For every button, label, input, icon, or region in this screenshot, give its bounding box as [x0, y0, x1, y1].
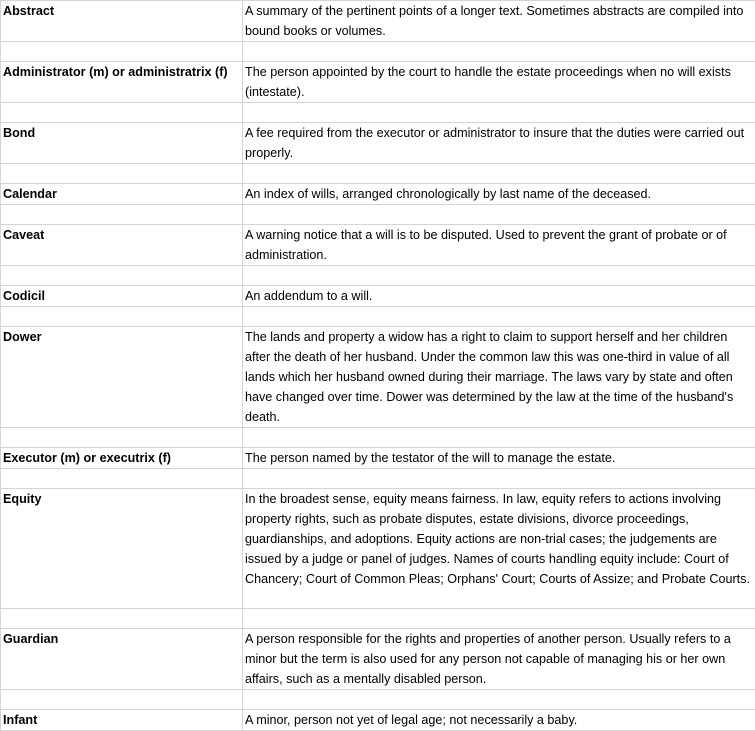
spacer-row	[1, 469, 755, 489]
term-cell: Calendar	[1, 184, 243, 205]
definition-cell: An index of wills, arranged chronologically by last name of the deceased.	[243, 184, 755, 205]
table-row	[1, 327, 755, 428]
table-row	[1, 184, 755, 205]
table-row	[1, 123, 755, 164]
table-row	[1, 448, 755, 469]
term-cell: Executor (m) or executrix (f)	[1, 448, 243, 469]
term-cell: Bond	[1, 123, 243, 164]
definition-cell: The lands and property a widow has a right to claim to support herself and her children after the death of her husband. Under the common law this was one-third in value of all lands which her husband owned during their marriage. The laws vary by state and often have changed over time. Dower was determined by the law at the time of the husband's death.	[243, 327, 755, 428]
spacer-row	[1, 42, 755, 62]
spacer-row	[1, 307, 755, 327]
spacer-row	[1, 428, 755, 448]
spacer-row	[1, 205, 755, 225]
spacer-row	[1, 266, 755, 286]
definition-cell: An addendum to a will.	[243, 286, 755, 307]
term-cell: Equity	[1, 489, 243, 609]
term-cell: Guardian	[1, 629, 243, 690]
table-row	[1, 62, 755, 103]
definition-cell: A fee required from the executor or administrator to insure that the duties were carried out properly.	[243, 123, 755, 164]
term-cell: Abstract	[1, 1, 243, 42]
term-cell: Infant	[1, 710, 243, 731]
spacer-row	[1, 103, 755, 123]
term-cell: Codicil	[1, 286, 243, 307]
term-cell: Administrator (m) or administratrix (f)	[1, 62, 243, 103]
table-row	[1, 710, 755, 731]
term-cell: Caveat	[1, 225, 243, 266]
table-row	[1, 629, 755, 690]
spacer-row	[1, 609, 755, 629]
definition-cell: The person named by the testator of the will to manage the estate.	[243, 448, 755, 469]
definition-cell: The person appointed by the court to handle the estate proceedings when no will exists (intestate).	[243, 62, 755, 103]
definition-cell: A summary of the pertinent points of a longer text. Sometimes abstracts are compiled into bound books or volumes.	[243, 1, 755, 42]
spacer-row	[1, 164, 755, 184]
table-row	[1, 1, 755, 42]
definition-cell: A person responsible for the rights and properties of another person. Usually refers to a minor but the term is also used for any person not capable of managing his or her own affairs, such as a mentally disabled person.	[243, 629, 755, 690]
term-cell: Dower	[1, 327, 243, 428]
definition-cell: In the broadest sense, equity means fairness. In law, equity refers to actions involving property rights, such as probate disputes, estate divisions, divorce proceedings, guardianships, and adoptions. Equity actions are non-trial cases; the judgements are issued by a judge or panel of judges. Names of courts handling equity include: Court of Chancery; Court of Common Pleas; Orphans' Court; Courts of Assize; and Probate Courts.	[243, 489, 755, 609]
definition-cell: A warning notice that a will is to be disputed. Used to prevent the grant of probate or of administration.	[243, 225, 755, 266]
table-row	[1, 225, 755, 266]
table-row	[1, 286, 755, 307]
definition-cell: A minor, person not yet of legal age; not necessarily a baby.	[243, 710, 755, 731]
table-row	[1, 489, 755, 609]
spacer-row	[1, 690, 755, 710]
